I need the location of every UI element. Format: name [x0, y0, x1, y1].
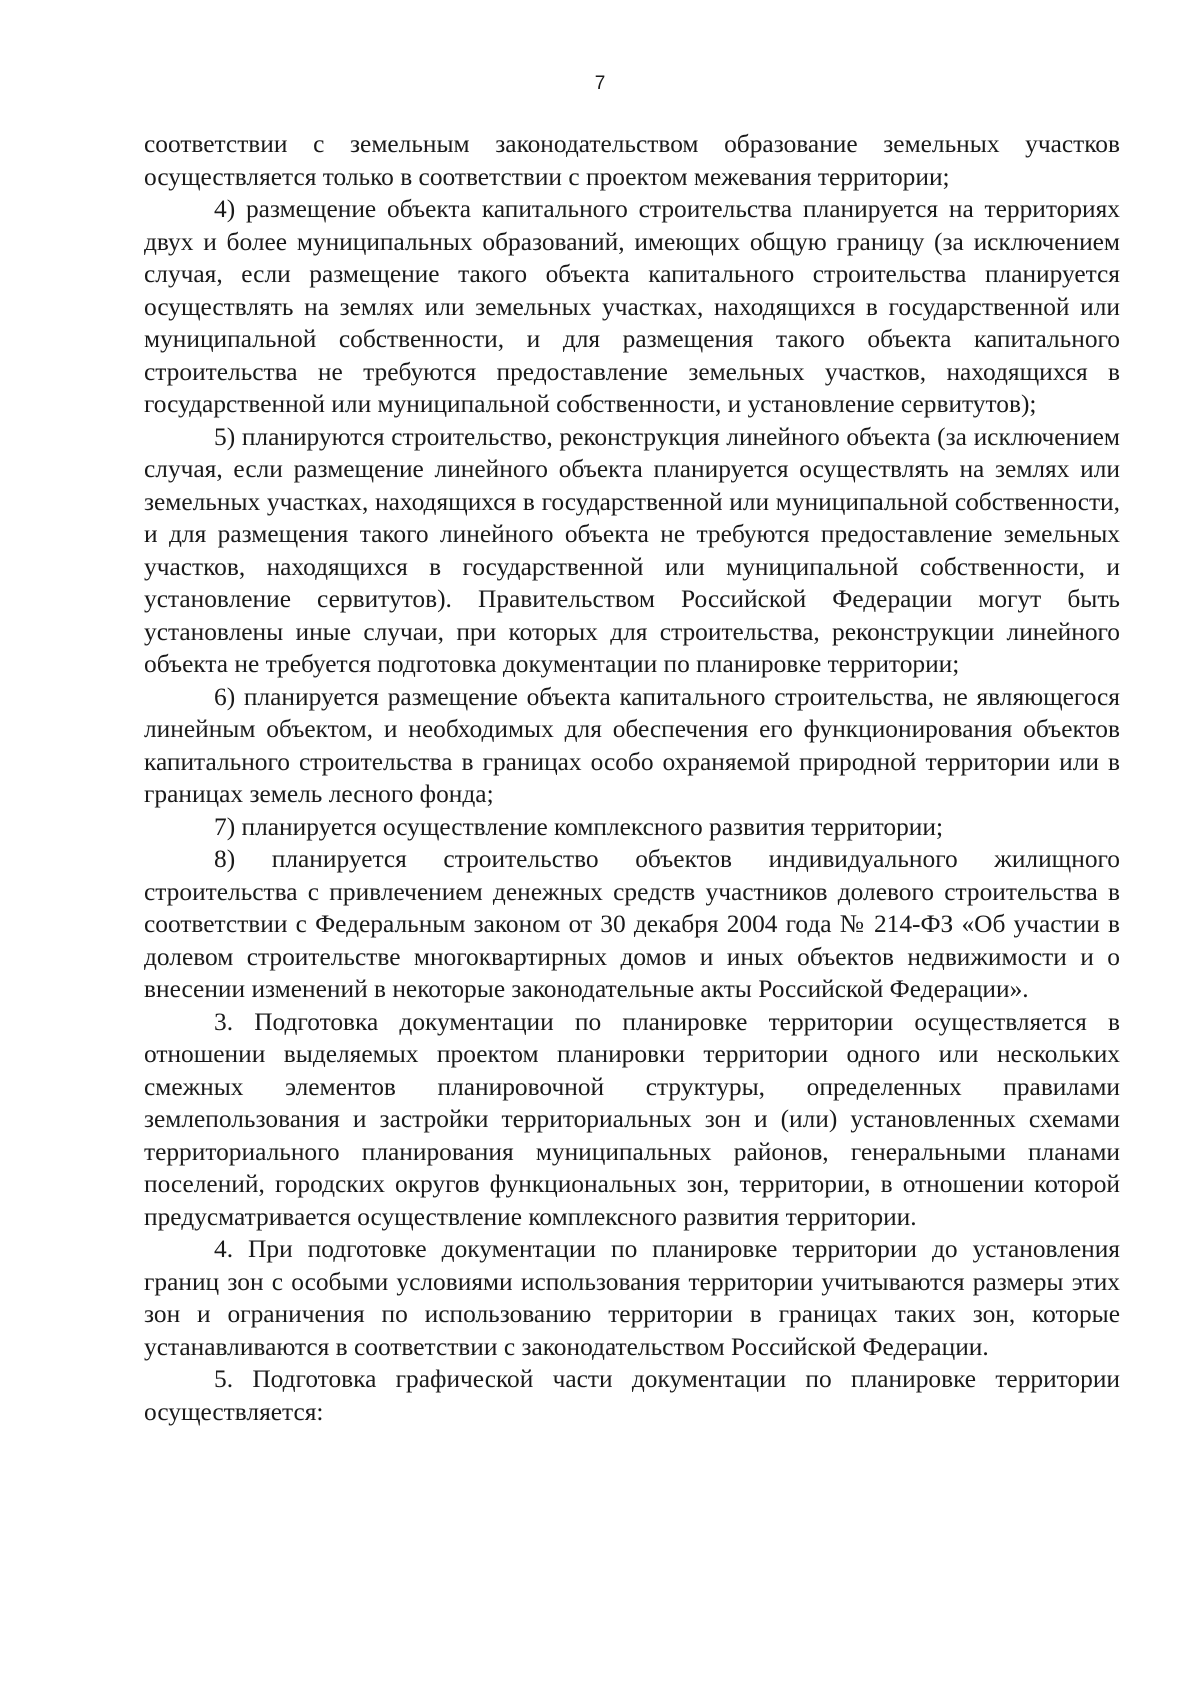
paragraph-item-5: 5) планируются строительство, реконструкция линейного объекта (за исключением случая, если размещение линейного объекта планируется осуществлять на землях или земельных участках, находящихся в государственной или муниципальной собственности, и для размещения такого линейного объекта не требуются предоставление земельных участков, находящихся в государственной или муниципальной собственности, и установление сервитутов). Правительством Российской Федерации могут быть установлены иные случаи, при которых для строительства, реконструкции линейного объекта не требуется подготовка документации по планировке территории;: [144, 422, 1120, 678]
paragraph-section-5: 5. Подготовка графической части документации по планировке территории осуществляется:: [144, 1365, 1120, 1426]
paragraph-continuation: соответствии с земельным законодательством образование земельных участков осуществляется только в соответствии с проектом межевания территории;: [144, 130, 1120, 191]
paragraph-section-4: 4. При подготовке документации по планировке территории до установления границ зон с особыми условиями использования территории учитываются размеры этих зон и ограничения по использованию территории в границах таких зон, которые устанавливаются в соответствии с законодательством Российской Федерации.: [144, 1235, 1120, 1361]
paragraph-item-4: 4) размещение объекта капитального строительства планируется на территориях двух и более муниципальных образований, имеющих общую границу (за исключением случая, если размещение такого объекта капитального строительства планируется осуществлять на землях или земельных участках, находящихся в государственной или муниципальной собственности, и для размещения такого объекта капитального строительства не требуются предоставление земельных участков, находящихся в государственной или муниципальной собственности, и установление сервитутов);: [144, 195, 1120, 418]
paragraph-item-8: 8) планируется строительство объектов индивидуального жилищного строительства с привлечением денежных средств участников долевого строительства в соответствии с Федеральным законом от 30 декабря 2004 года № 214-ФЗ «Об участии в долевом строительстве многоквартирных домов и иных объектов недвижимости и о внесении изменений в некоторые законодательные акты Российской Федерации».: [144, 845, 1120, 1003]
page-number: 7: [594, 73, 606, 94]
paragraph-item-6: 6) планируется размещение объекта капитального строительства, не являющегося линейным объектом, и необходимых для обеспечения его функционирования объектов капитального строительства в границах особо охраняемой природной территории или в границах земель лесного фонда;: [144, 682, 1120, 808]
paragraph-item-7: 7) планируется осуществление комплексного развития территории;: [214, 812, 944, 841]
document-body: [144, 128, 1120, 1428]
paragraph-section-3: 3. Подготовка документации по планировке территории осуществляется в отношении выделяемых проектом планировки территории одного или нескольких смежных элементов планировочной структуры, определенных правилами землепользования и застройки территориальных зон и (или) установленных схемами территориального планирования муниципальных районов, генеральными планами поселений, городских округов функциональных зон, территории, в отношении которой предусматривается осуществление комплексного развития территории.: [144, 1007, 1120, 1231]
